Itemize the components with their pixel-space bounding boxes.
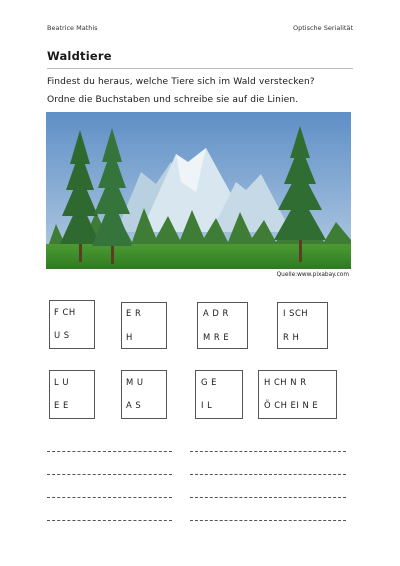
answer-line-2[interactable] <box>190 451 346 452</box>
letter-box-8-line-1: H CH N R <box>264 377 307 387</box>
letter-box-7-line-2: I L <box>201 400 213 410</box>
letter-box-6-line-1: M U <box>126 377 144 387</box>
letter-box-2-line-1: E R <box>126 308 142 318</box>
letter-box-2-line-2: H <box>126 332 133 342</box>
worksheet-title: Waldtiere <box>47 49 112 63</box>
letter-box-1-line-2: U S <box>54 330 70 340</box>
header-subject: Optische Serialität <box>292 24 353 32</box>
forest-landscape-image <box>46 112 351 269</box>
meadow <box>46 244 351 269</box>
letter-box-5-line-1: L U <box>54 377 69 387</box>
answer-line-5[interactable] <box>47 497 172 498</box>
letter-box-4-line-1: I SCH <box>283 308 309 318</box>
letter-box-8 <box>258 370 337 419</box>
answer-line-1[interactable] <box>47 451 172 452</box>
letter-box-1-line-1: F CH <box>54 307 76 317</box>
letter-box-7 <box>195 370 243 419</box>
letter-box-6-line-2: A S <box>126 400 142 410</box>
letter-box-4 <box>277 302 328 349</box>
answer-line-6[interactable] <box>190 497 346 498</box>
title-divider <box>47 68 353 69</box>
letter-box-1 <box>49 300 95 349</box>
image-source-credit: Quelle:www.pixabay.com <box>276 272 349 278</box>
answer-line-3[interactable] <box>47 474 172 475</box>
instruction-line-1: Findest du heraus, welche Tiere sich im Wald verstecken? <box>47 77 315 87</box>
header-author: Beatrice Mathis <box>47 24 98 32</box>
letter-box-7-line-1: G E <box>201 377 217 387</box>
letter-box-3-line-2: M R E <box>203 332 230 342</box>
letter-box-3 <box>197 302 248 349</box>
answer-line-7[interactable] <box>47 520 172 521</box>
letter-box-8-line-2: Ö CH EI N E <box>264 400 319 410</box>
letter-box-4-line-2: R H <box>283 332 300 342</box>
letter-box-2 <box>121 302 167 349</box>
instruction-line-2: Ordne die Buchstaben und schreibe sie auf die Linien. <box>47 95 299 105</box>
letter-box-3-line-1: A D R <box>203 308 229 318</box>
answer-line-4[interactable] <box>190 474 346 475</box>
answer-line-8[interactable] <box>190 520 346 521</box>
letter-box-5-line-2: E E <box>54 400 69 410</box>
letter-box-5 <box>49 370 95 419</box>
letter-box-6 <box>121 370 167 419</box>
